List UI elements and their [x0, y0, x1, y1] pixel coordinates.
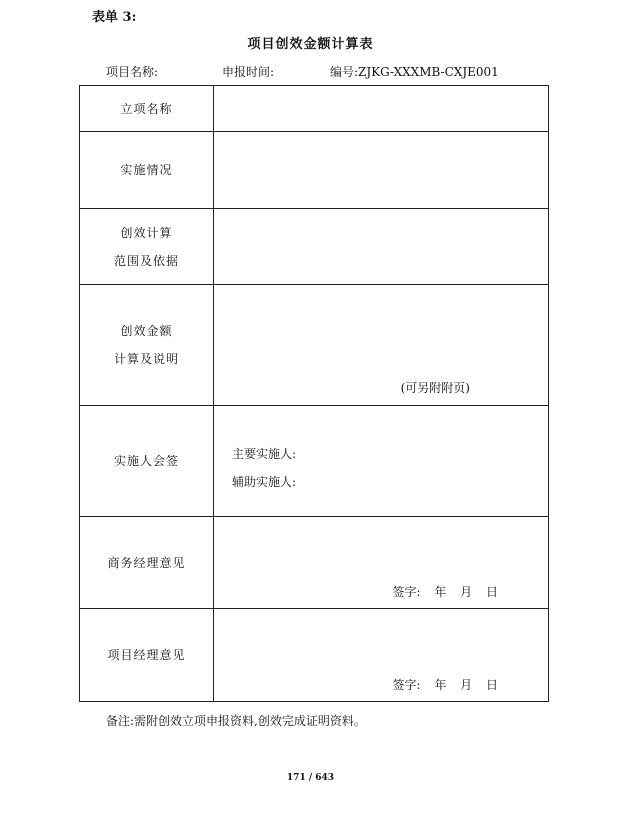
document-title: 项目创效金额计算表 [247, 37, 374, 52]
project-manager-label: 项目经理意见 [80, 609, 214, 702]
project-manager-cell[interactable] [214, 609, 549, 702]
row-calc-amount [80, 285, 549, 406]
implementation-cell[interactable] [214, 132, 549, 209]
calc-scope-label-line2: 范围及依据 [113, 253, 179, 268]
document-code: 编号:ZJKG-XXXMB-CXJE001 [330, 65, 499, 79]
row-project-manager [80, 609, 549, 702]
report-date-field: 申报时间: [222, 65, 275, 79]
calc-scope-label-line1: 创效计算 [120, 225, 173, 240]
remark-note: 备注:需附创效立项申报资料,创效完成证明资料。 [106, 714, 366, 728]
calc-amount-cell[interactable] [214, 285, 549, 406]
calc-scope-label [80, 209, 214, 285]
calc-amount-label [80, 285, 214, 406]
row-calc-scope [80, 209, 549, 285]
calculation-form-table [79, 85, 549, 702]
row-project-setup [80, 86, 549, 132]
form-number-label: 表单 3: [92, 10, 137, 25]
row-countersign [80, 406, 549, 517]
calc-amount-label-line2: 计算及说明 [113, 352, 179, 366]
business-manager-label: 商务经理意见 [80, 517, 214, 609]
assistant-implementer: 辅助实施人: [232, 475, 297, 489]
countersign-label: 实施人会签 [80, 406, 214, 517]
project-manager-sign-date: 签字: 年 月 日 [392, 678, 498, 692]
project-setup-cell[interactable] [214, 86, 549, 132]
countersign-cell[interactable] [214, 406, 549, 517]
signatories [232, 440, 296, 496]
row-implementation [80, 132, 549, 209]
row-business-manager [80, 517, 549, 609]
business-manager-sign-date: 签字: 年 月 日 [392, 585, 498, 599]
calc-scope-cell[interactable] [214, 209, 549, 285]
calc-amount-label-line1: 创效金额 [120, 324, 173, 338]
attach-pages-note: (可另附附页) [400, 381, 470, 395]
project-name-field: 项目名称: [106, 65, 159, 79]
main-implementer: 主要实施人: [232, 447, 297, 461]
project-setup-label: 立项名称 [80, 86, 214, 132]
business-manager-cell[interactable] [214, 517, 549, 609]
implementation-label: 实施情况 [80, 132, 214, 209]
page-number: 171 / 643 [286, 773, 335, 783]
